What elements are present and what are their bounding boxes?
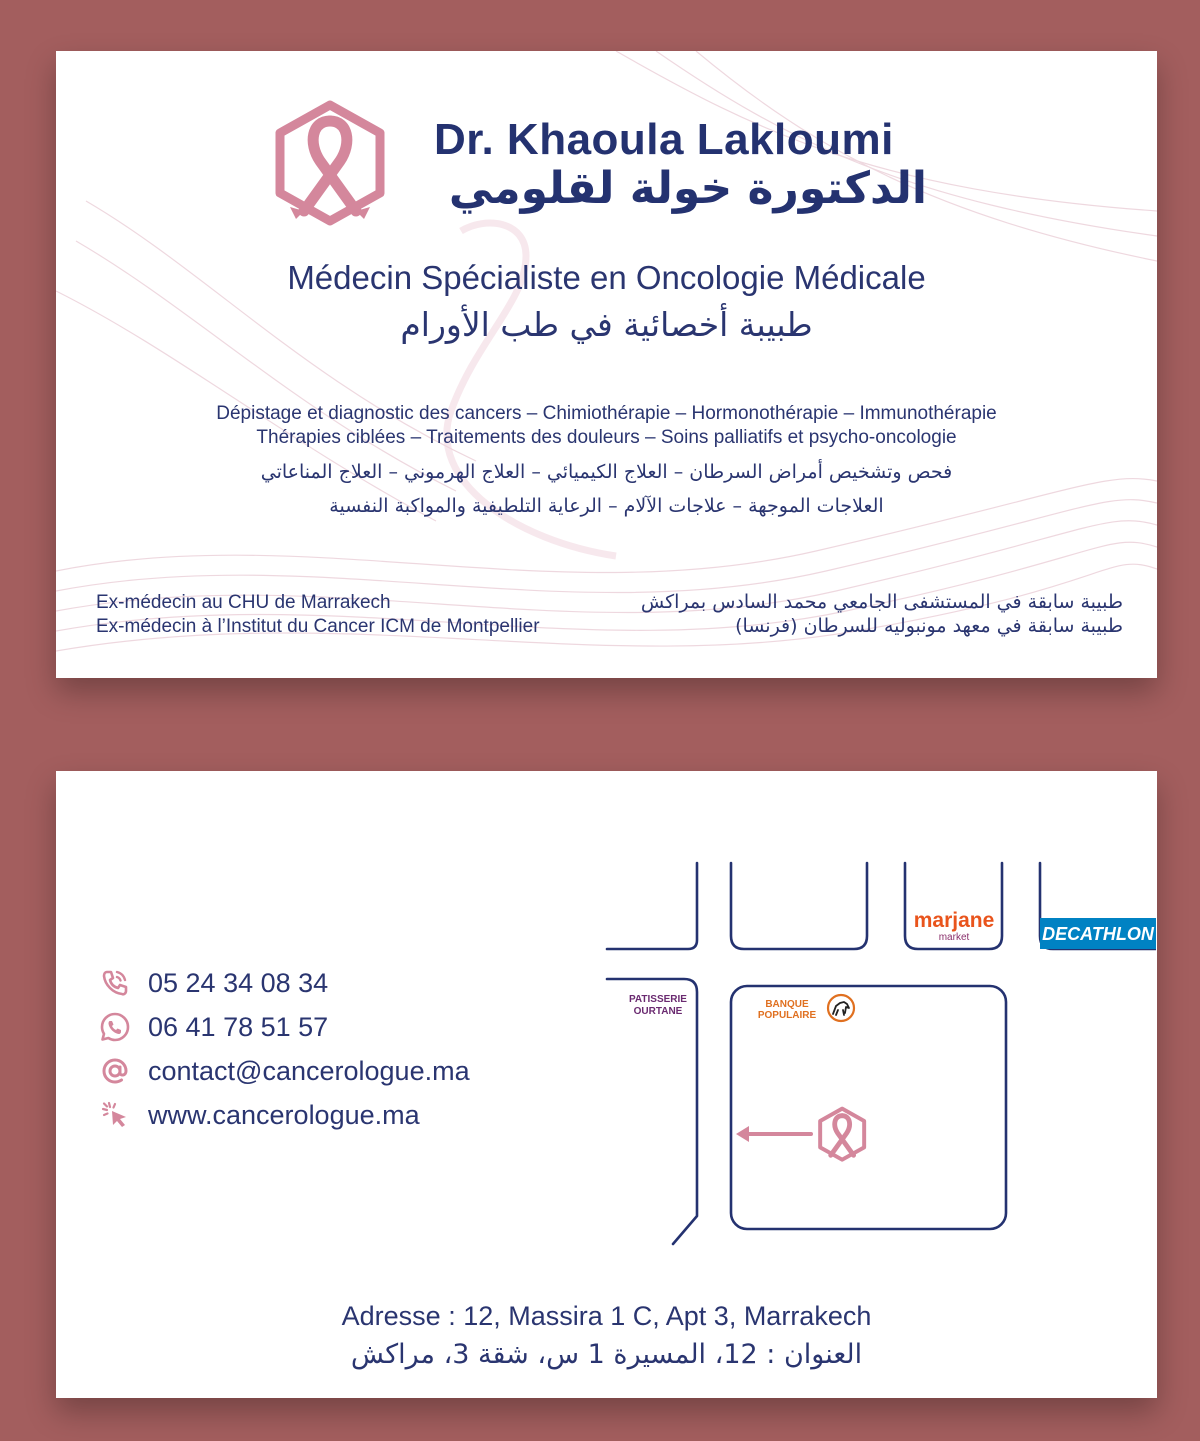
decathlon-logo: DECATHLON (1042, 924, 1154, 944)
experience-french-line-2: Ex-médecin à l’Institut du Cancer ICM de Montpellier (96, 616, 540, 637)
services-arabic-line-1: فحص وتشخيص أمراض السرطان – العلاج الكيميائي – العلاج الهرموني – العلاج المناعاتي (260, 461, 953, 483)
specialty-arabic: طبيبة أخصائية في طب الأورام (400, 305, 813, 344)
banque-label-line-2: POPULAIRE (757, 1010, 817, 1021)
business-card-front (56, 51, 1157, 678)
contact-text: www.cancerologue.ma (148, 1099, 420, 1130)
services-french-line-1: Dépistage et diagnostic des cancers – Chimiothérapie – Hormonothérapie – Immunothérapie (216, 403, 997, 424)
contact-text: contact@cancerologue.ma (148, 1055, 470, 1086)
specialty-french: Médecin Spécialiste en Oncologie Médicale (287, 259, 926, 296)
doctor-name-arabic: الدكتورة خولة لقلومي (448, 163, 927, 214)
business-card-back (56, 771, 1157, 1398)
cursor-click-icon (98, 1098, 132, 1132)
location-map (596, 856, 1156, 1256)
banque-horse-icon (828, 995, 854, 1021)
contact-text: 06 41 78 51 57 (148, 1011, 329, 1042)
marjane-logo: marjane (913, 909, 995, 932)
patisserie-label-line-2: OURTANE (633, 1006, 683, 1017)
banque-label-line-1: BANQUE (765, 999, 809, 1010)
contact-phone[interactable] (98, 963, 328, 1003)
pink-ribbon-logo-icon (266, 99, 394, 227)
whatsapp-icon (98, 1010, 132, 1044)
address-french: Adresse : 12, Massira 1 C, Apt 3, Marrakech (341, 1301, 872, 1331)
location-arrow-icon (736, 1126, 811, 1142)
experience-french-line-1: Ex-médecin au CHU de Marrakech (96, 592, 391, 613)
phone-icon (98, 966, 132, 1000)
services-arabic-line-2: العلاجات الموجهة – علاجات الآلام – الرعاية التلطيفية والمواكبة النفسية (329, 495, 884, 517)
contact-email[interactable] (98, 1051, 470, 1091)
contact-whatsapp[interactable] (98, 1007, 328, 1047)
experience-arabic-line-2: طبيبة سابقة في معهد مونبوليه للسرطان (فرنسا) (735, 615, 1123, 637)
patisserie-label-line-1: PATISSERIE (629, 994, 687, 1005)
clinic-location-logo-icon (820, 1109, 864, 1160)
services-french-line-2: Thérapies ciblées – Traitements des douleurs – Soins palliatifs et psycho-oncologie (256, 427, 957, 448)
contact-website[interactable] (98, 1095, 420, 1135)
at-icon (98, 1054, 132, 1088)
experience-arabic-line-1: طبيبة سابقة في المستشفى الجامعي محمد السادس بمراكش (640, 591, 1123, 613)
doctor-name-latin: Dr. Khaoula Lakloumi (434, 115, 894, 164)
marjane-sub: market (938, 932, 970, 943)
contact-text: 05 24 34 08 34 (148, 967, 329, 998)
address-arabic: العنوان : 12، المسيرة 1 س، شقة 3، مراكش (350, 1339, 863, 1370)
